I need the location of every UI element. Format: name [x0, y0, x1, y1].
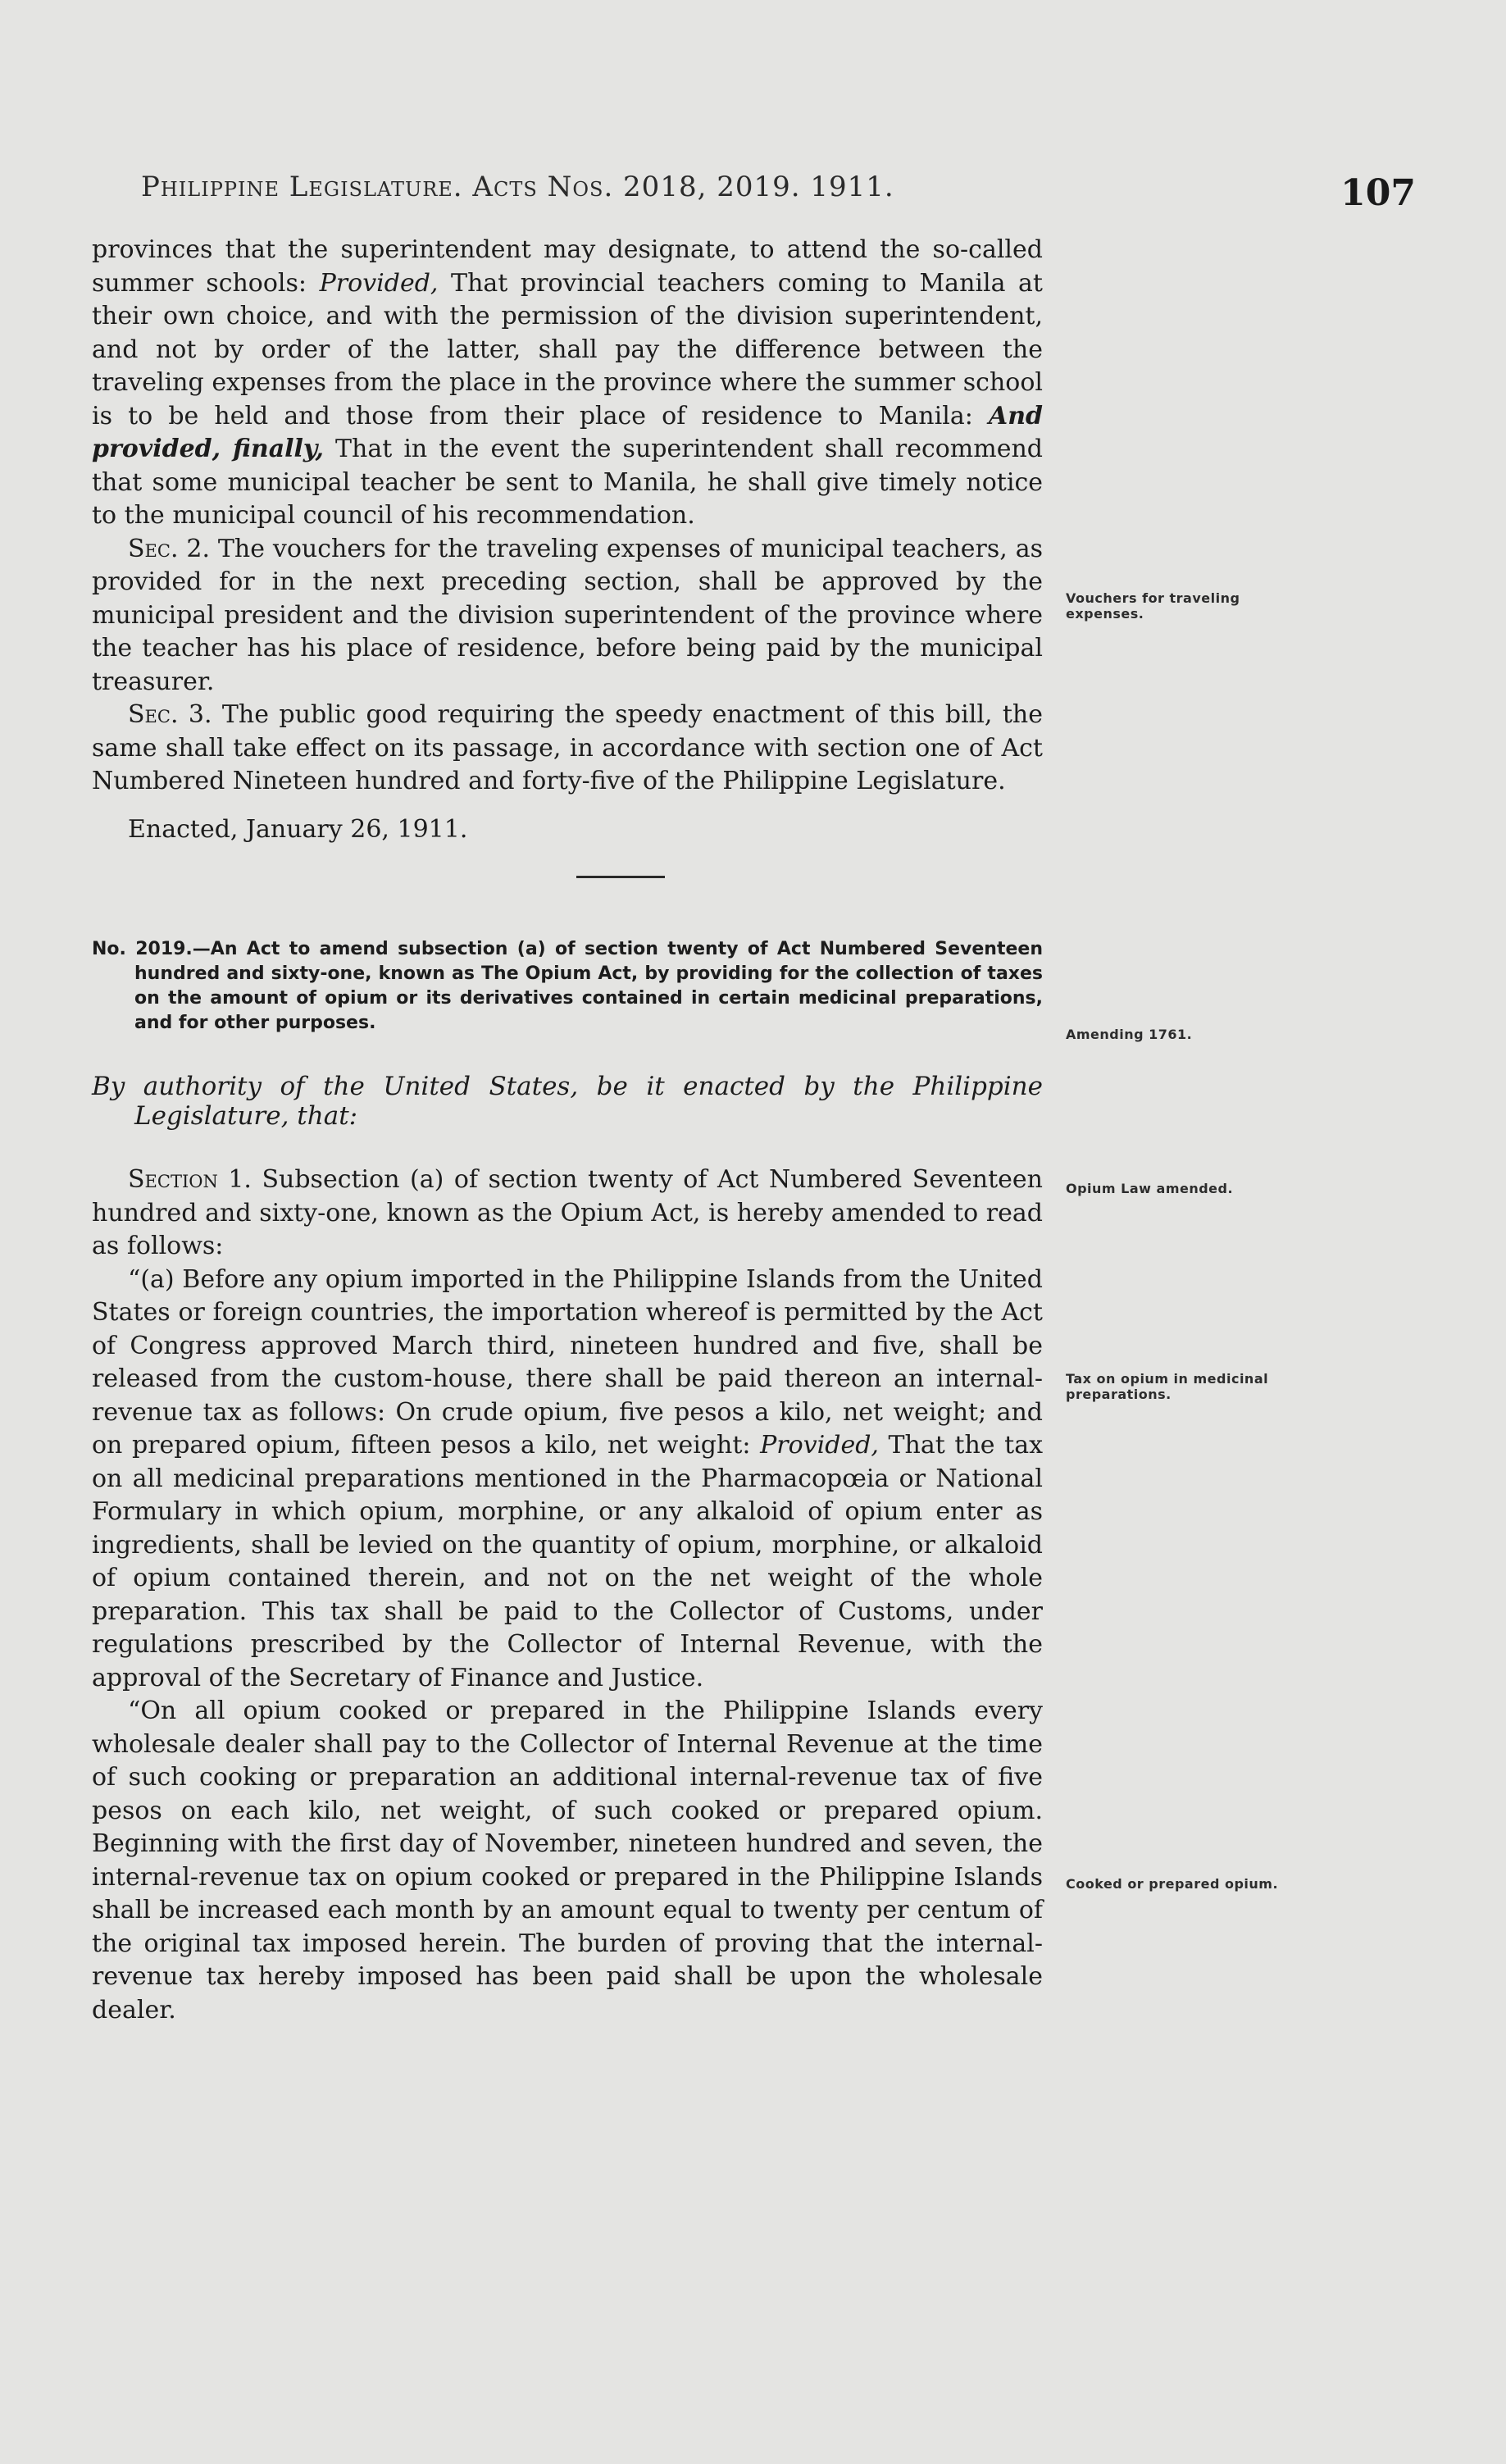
section-2 — [92, 533, 1043, 699]
p1-text-b: That provincial teachers coming to Manila at their own choice, and with the permission of the division superintendent, and not by order of the latter, shall pay the difference between the traveling expenses from the place in the province where the summer school is to be held and those from their place of residence to Manila: — [92, 268, 1043, 430]
margin-note-cooked-opium: Cooked or prepared opium. — [1066, 1876, 1279, 1892]
quoted-subsection-a — [92, 1264, 1043, 1696]
p1-and-provided-finally: And provided, finally, — [92, 401, 1043, 463]
margin-note-tax-medicinal: Tax on opium in medicinal preparations. — [1066, 1371, 1269, 1402]
sec3-text: The public good requiring the speedy enactment of this bill, the same shall take effect on its passage, in accordance with section one of Act Numbered Nineteen hundred and forty-five of the Philippine Legislature. — [92, 700, 1043, 795]
quoted-cooked-opium: “On all opium cooked or prepared in the Philippine Islands every wholesale dealer shall pay to the Collector of Internal Revenue at the time of such cooking or preparation an additional internal-revenue tax of five pesos on each kilo, net weight, of such cooked or prepared opium. Beginning with the first day of November, nineteen hundred and seven, the internal-revenue tax on opium cooked or prepared in the Philippine Islands shall be increased each month by an amount equal to twenty per centum of the original tax imposed herein. The burden of proving that the internal-revenue tax hereby imposed has been paid shall be upon the wholesale dealer. — [92, 1697, 1043, 2024]
s1-text: Subsection (a) of section twenty of Act Numbered Seventeen hundred and sixty-one, known as the Opium Act, is hereby amended to read as follows: — [92, 1165, 1043, 1260]
act-number: No. 2019. — [92, 939, 193, 959]
sec2-label: Sec. 2. — [128, 534, 211, 563]
act-title-text: —An Act to amend subsection (a) of section twenty of Act Numbered Seventeen hundred and sixty-one, known as The Opium Act, by providing for the collection of taxes on the amount of opium or its derivatives contained in certain medicinal preparations, and for other purposes. — [134, 939, 1043, 1033]
margin-note-opium-law: Opium Law amended. — [1066, 1181, 1234, 1196]
margin-note-vouchers: Vouchers for traveling expenses. — [1066, 590, 1240, 622]
section-3 — [92, 699, 1043, 799]
sec2-text: The vouchers for the traveling expenses of municipal teachers, as provided for in the next preceding section, shall be approved by the municipal president and the division superintendent of the province where the teacher has his place of residence, before being paid by the municipal treasurer. — [92, 534, 1043, 696]
running-header — [141, 171, 894, 203]
running-title: Philippine Legislature. Acts Nos. 2018, 2019. 1911. — [141, 171, 894, 203]
section-1 — [92, 1164, 1043, 1264]
p1-provided: Provided, — [319, 268, 439, 298]
margin-note-amending: Amending 1761. — [1066, 1027, 1193, 1042]
main-text-column — [92, 234, 1043, 2027]
qa-provided: Provided, — [760, 1431, 879, 1460]
enacted-date: Enacted, January 26, 1911. — [128, 814, 468, 844]
p1-text-a: provinces that the superintendent may designate, to attend the so-called summer schools: — [92, 235, 1043, 298]
p1-text-c: That in the event the superintendent shall recommend that some municipal teacher be sent to Manila, he shall give timely notice to the municipal council of his recommendation. — [92, 435, 1043, 530]
qa-text-b: That the tax on all medicinal preparations mentioned in the Pharmacopœia or National Formulary in which opium, morphine, or any alkaloid of opium enter as ingredients, shall be levied on the quantity of opium, morphine, or alkaloid of opium contained therein, and not on the net weight of the whole preparation. This tax shall be paid to the Collector of Customs, under regulations prescribed by the Collector of Internal Revenue, with the approval of the Secretary of Finance and Justice. — [92, 1431, 1044, 1692]
sec3-label: Sec. 3. — [128, 700, 212, 729]
qa-text-a: “(a) Before any opium imported in the Philippine Islands from the United States or foreign countries, the importation whereof is permitted by the Act of Congress approved March third, nineteen hundred and five, shall be released from the custom-house, there shall be paid thereon an internal-revenue tax as follows: On crude opium, five pesos a kilo, net weight; and on prepared opium, fifteen pesos a kilo, net weight: — [92, 1264, 1043, 1460]
enacting-clause: By authority of the United States, be it enacted by the Philippine Legislature, that: — [92, 1072, 1043, 1131]
page-number: 107 — [1340, 172, 1416, 214]
s1-label: Section 1. — [128, 1165, 252, 1194]
divider-rule — [576, 876, 665, 878]
act-2019-title — [92, 937, 1043, 1036]
paragraph-summer-schools — [92, 234, 1043, 533]
